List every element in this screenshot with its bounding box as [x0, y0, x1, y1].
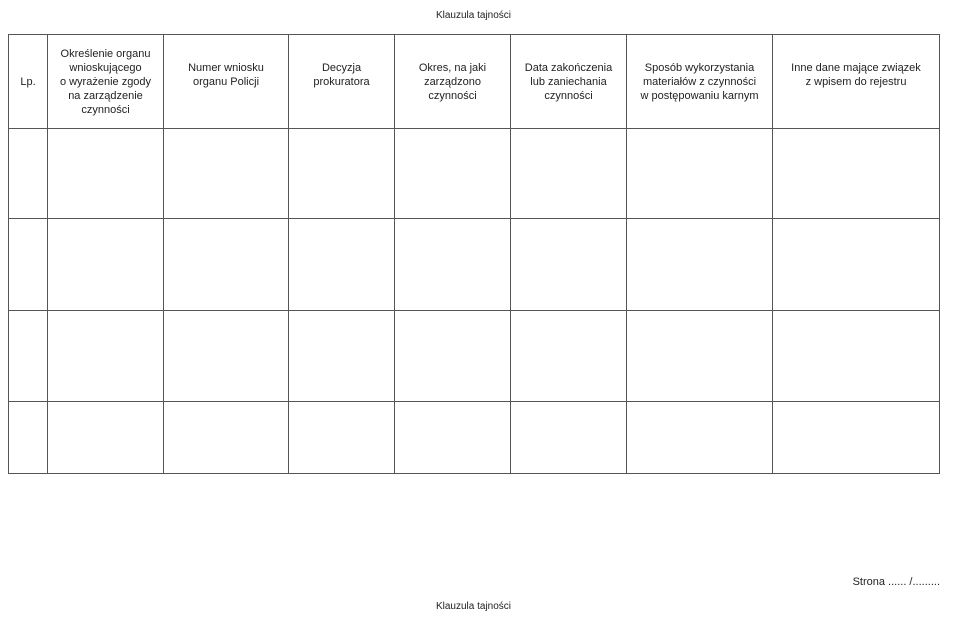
table-row — [9, 402, 940, 474]
classification-footer: Klauzula tajności — [435, 601, 512, 612]
table-cell — [48, 311, 164, 402]
table-cell — [627, 311, 773, 402]
table-cell — [9, 219, 48, 311]
table-cell — [164, 219, 289, 311]
table-row — [9, 219, 940, 311]
header-ordered-period: Okres, na jaki zarządzono czynności — [395, 35, 511, 129]
header-lp: Lp. — [9, 35, 48, 129]
table-cell — [48, 129, 164, 219]
table-cell — [9, 129, 48, 219]
table-row — [9, 311, 940, 402]
table-cell — [511, 129, 627, 219]
table-cell — [395, 402, 511, 474]
register-table — [8, 34, 940, 474]
table-cell — [395, 311, 511, 402]
table-cell — [48, 219, 164, 311]
page-counter: Strona ...... /......... — [852, 576, 940, 588]
table-cell — [164, 311, 289, 402]
table-cell — [773, 129, 940, 219]
table-cell — [164, 129, 289, 219]
table-cell — [773, 219, 940, 311]
table-cell — [773, 311, 940, 402]
table-cell — [511, 311, 627, 402]
table-cell — [9, 311, 48, 402]
table-cell — [289, 219, 395, 311]
table-cell — [395, 219, 511, 311]
header-use-of-materials: Sposób wykorzystania materiałów z czynności w postępowaniu karnym — [627, 35, 773, 129]
table-cell — [511, 402, 627, 474]
table-cell — [164, 402, 289, 474]
table-cell — [773, 402, 940, 474]
table-cell — [395, 129, 511, 219]
header-requesting-authority: Określenie organu wnioskującego o wyrażenie zgody na zarządzenie czynności — [48, 35, 164, 129]
classification-header: Klauzula tajności — [435, 10, 512, 21]
table-cell — [289, 402, 395, 474]
header-prosecutor-decision: Decyzja prokuratora — [289, 35, 395, 129]
table-cell — [627, 219, 773, 311]
table-cell — [289, 129, 395, 219]
table-cell — [48, 402, 164, 474]
header-end-date: Data zakończenia lub zaniechania czynności — [511, 35, 627, 129]
header-row — [9, 35, 940, 129]
header-other-data: Inne dane mające związek z wpisem do rejestru — [773, 35, 940, 129]
table-cell — [289, 311, 395, 402]
table-cell — [627, 129, 773, 219]
table-cell — [511, 219, 627, 311]
table-cell — [627, 402, 773, 474]
table-cell — [9, 402, 48, 474]
header-request-number: Numer wniosku organu Policji — [164, 35, 289, 129]
table-row — [9, 129, 940, 219]
